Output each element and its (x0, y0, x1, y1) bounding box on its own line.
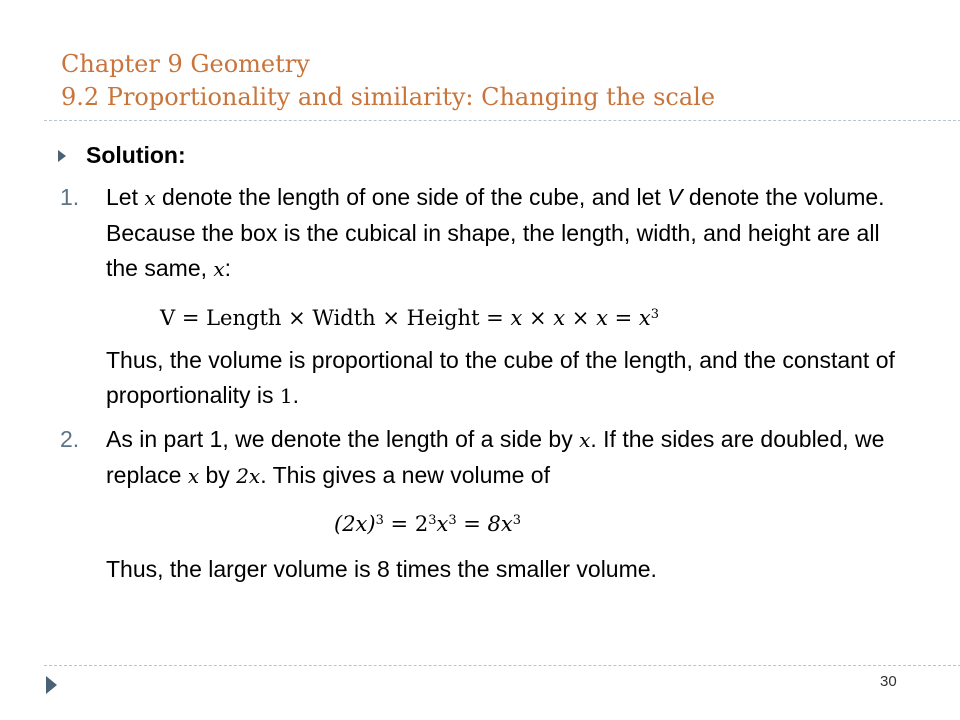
text-run: Thus, the volume is proportional to the cube of the length, and the constant of proportionality is (106, 347, 895, 408)
exponent: 3 (375, 513, 384, 528)
solution-label: Solution: (86, 142, 186, 168)
text-run: . If the sides are doubled, we replace (106, 426, 885, 488)
exponent: 3 (428, 513, 437, 528)
item1-paragraph-1 (106, 180, 906, 287)
math-one: 1 (279, 384, 293, 408)
times: × (522, 306, 554, 330)
bottom-divider (44, 665, 960, 666)
math-x: 𝑥 (436, 512, 449, 536)
item2-paragraph-2: Thus, the larger volume is 8 times the smaller volume. (106, 556, 657, 582)
eq-middle: = 2 (383, 512, 429, 536)
math-x: 𝑥 (187, 464, 200, 488)
text-run: . (292, 382, 299, 408)
math-x: 𝑥 (213, 257, 225, 281)
solution-heading (58, 138, 186, 173)
math-x: 𝑥 (144, 186, 156, 210)
text-run: denote the volume. Because the box is the cubical in shape, the length, width, and height are all the same, (106, 184, 885, 281)
times: × (565, 306, 597, 330)
corner-arrow-icon (46, 676, 57, 694)
item-number-1: 1. (60, 184, 80, 210)
bullet-arrow-icon (58, 150, 66, 162)
exponent: 3 (512, 513, 522, 528)
exponent: 3 (448, 513, 457, 528)
math-x: 𝑥 (553, 306, 566, 330)
exponent: 3 (650, 307, 659, 322)
item1-paragraph-2 (106, 343, 906, 414)
math-2x: 2𝑥 (236, 464, 261, 488)
text-run: . This gives a new volume of (260, 462, 550, 488)
text-run: by (199, 462, 237, 488)
doubled-equation (334, 507, 521, 542)
eq-2x: (2𝑥) (334, 512, 376, 536)
eq-end: = 8𝑥 (456, 512, 513, 536)
math-x: 𝑥 (579, 428, 591, 452)
text-run: As in part 1, we denote the length of a side by (106, 426, 580, 452)
equals: = (607, 306, 639, 330)
item2-paragraph-1 (106, 422, 906, 494)
item-number-2: 2. (60, 426, 80, 452)
slide-title (61, 48, 715, 114)
text-run: denote the length of one side of the cube, and let (155, 184, 668, 210)
title-section: 9.2 Proportionality and similarity: Changing the scale (61, 83, 716, 111)
text-run: Let (106, 184, 145, 210)
equation-lhs: V = Length × Width × Height = (160, 306, 511, 330)
math-x: 𝑥 (510, 306, 523, 330)
math-x: 𝑥 (596, 306, 608, 330)
volume-equation (160, 301, 659, 336)
var-V: V (667, 184, 683, 210)
title-chapter: Chapter 9 Geometry (61, 50, 310, 78)
top-divider (44, 120, 960, 121)
math-x: 𝑥 (638, 306, 651, 330)
page-number: 30 (880, 673, 897, 690)
text-run: : (224, 255, 232, 281)
